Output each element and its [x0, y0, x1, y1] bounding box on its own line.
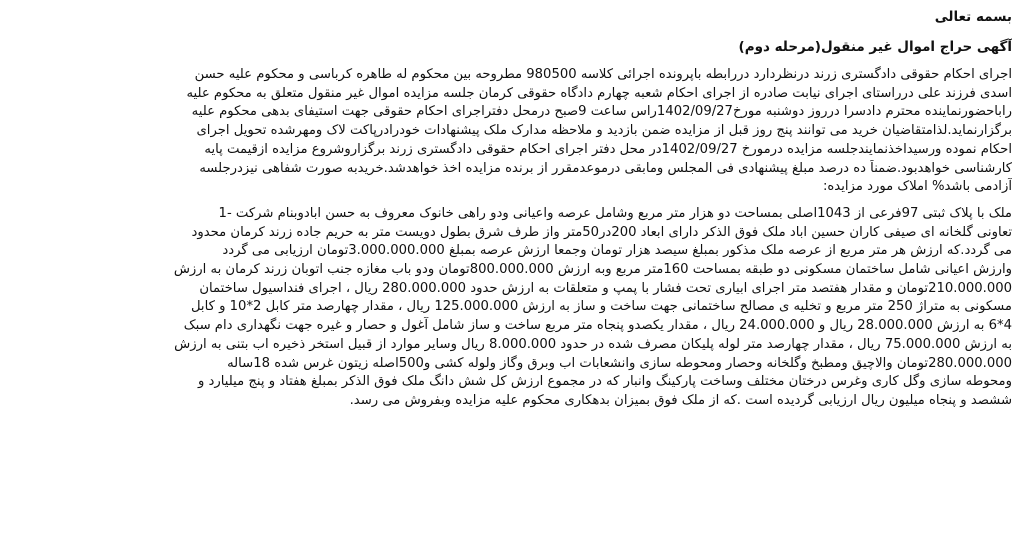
paragraph-line: مسکونی به متراژ 250 متر مربع و تخلیه ی مصالح ساختمانی جهت ساخت و ساز به ارزش 125.000.000 ریال ، مقدار چهارصد متر کابل 2*10 و کابل: [190, 299, 1012, 315]
paragraph-line: برگزارنماید.لذامتقاضیان خرید می توانند پنج روز قبل از مزایده ضمن بازدید و ملاحظه مدارک ملک پیشنهادات خودرادرپاکت لاک ومهرشده تحویل اجرای: [196, 123, 1012, 139]
paragraph-line: تعاونی گلخانه ای صیفی کاران حسین اباد ملک فوق الذکر دارای ابعاد 200در50متر واز طرف شرق بطول دویست متر به حریم جاده زرند کرمان محدود: [191, 224, 1012, 240]
paragraph-line: آزادمی باشد% املاک مورد مزایده:: [822, 179, 1012, 195]
paragraph-line: 4*6 به ارزش 28.000.000 ریال و 24.000.000 ریال ، مقدار یکصدو پنجاه متر مربع ساخت و ساز شامل آغول و حصار و غیره جهت نگهداری دام سبک: [183, 318, 1012, 334]
paragraph-line: 280.000.000تومان والاچیق ومطبخ وگلخانه وحصار ومحوطه سازی وانشعابات اب وبرق وگاز ولوله کشی و500اصله زیتون غرس شده 18ساله: [227, 355, 1012, 371]
heading: بسمه تعالی: [934, 9, 1012, 25]
paragraph-line: به ارزش 75.000.000 ریال ، مقدار چهارصد متر لوله پلیکان مصرف شده در حدود 8.000.000 ریال وسایر موارد از قبیل استخر ذخیره اب بتنی به ارزش: [174, 336, 1012, 352]
paragraph-line: کارشناسی خواهدبود.ضمناً ده درصد مبلغ پیشنهادی فی المجلس ومابقی درموعدمقرر از برنده مزایده اخذ خواهدشد.خریدبه صورت شفاهی نیزدرجلسه: [199, 160, 1012, 176]
paragraph-line: 210.000.000تومان و مقدار هفتصد متر اجرای ابیاری تحت فشار با پمپ و متعلقات به ارزش حدود 280.000.000 ریال ، اجرای فنداسیول ساختمان: [199, 280, 1012, 296]
auction-notice: [30, 6, 1012, 542]
paragraph-intro: [30, 66, 1012, 197]
notice-title: آگهی حراج اموال غیر منقول(مرحله دوم): [738, 39, 1012, 55]
paragraph-line: اجرای احکام حقوقی دادگستری زرند درنظردارد دررابطه باپرونده اجرائی کلاسه 980500 مطروحه بین محکوم له طاهره کرباسی و محکوم علیه حسن: [194, 67, 1012, 82]
paragraph-line: احکام نموده ورسیداخذنمایندجلسه مزایده درمورخ 1402/09/27در محل دفتر اجرای احکام حقوقی دادگستری زرند برگزاروشروع مزایده ازقیمت پایه: [204, 141, 1012, 157]
paragraph-line: راباحضورنماینده محترم دادسرا درروز دوشنبه مورخ1402/09/27راس ساعت 9صبح درمحل دفتراجرای احکام حقوقی جهت استیفای بدهی محکوم علیه: [191, 104, 1012, 120]
paragraph-line: وارزش اعیانی شامل ساختمان مسکونی دو طبقه بمساحت 160متر مربع وبه ارزش 800.000.000تومان ودو باب مغازه جنب اتوبان زرند کرمان به ارزش: [173, 262, 1012, 278]
paragraph-line: ومحوطه سازی وگل کاری وغرس درختان مختلف وساخت پارکینگ وانبار که در مجموع ارزش کل شش دانگ ملک فوق الذکر بمبلغ هفتاد و پنج میلیارد و: [197, 374, 1012, 390]
paragraph-property: [30, 205, 1012, 411]
paragraph-line: اسدی فرزند علی درراستای اجرای نیابت صادره از اجرای احکام شعبه چهارم دادگاه حقوقی کرمان جلسه مزایده اموال غیر منقول متعلق به محکوم علیه: [186, 85, 1012, 101]
paragraph-line: ششصد و پنجاه میلیون ریال ارزیابی گردیده است .که از ملک فوق بمیزان بدهکاری محکوم علیه مزایده وبفروش می رسد.: [349, 392, 1012, 408]
paragraph-line: می گردد.که ارزش هر متر مربع از عرصه ملک مذکور بمبلغ سیصد هزار تومان وجمعا ارزش عرصه بمبلغ 3.000.000.000تومان ارزیابی می گردد: [222, 243, 1012, 259]
paragraph-line: ملک با پلاک ثبتی 97فرعی از 1043اصلی بمساحت دو هزار متر مربع وشامل عرصه واعیانی ودو راهی خانوک معروف به حسن ابادوبنام شرکت -1: [218, 205, 1012, 221]
